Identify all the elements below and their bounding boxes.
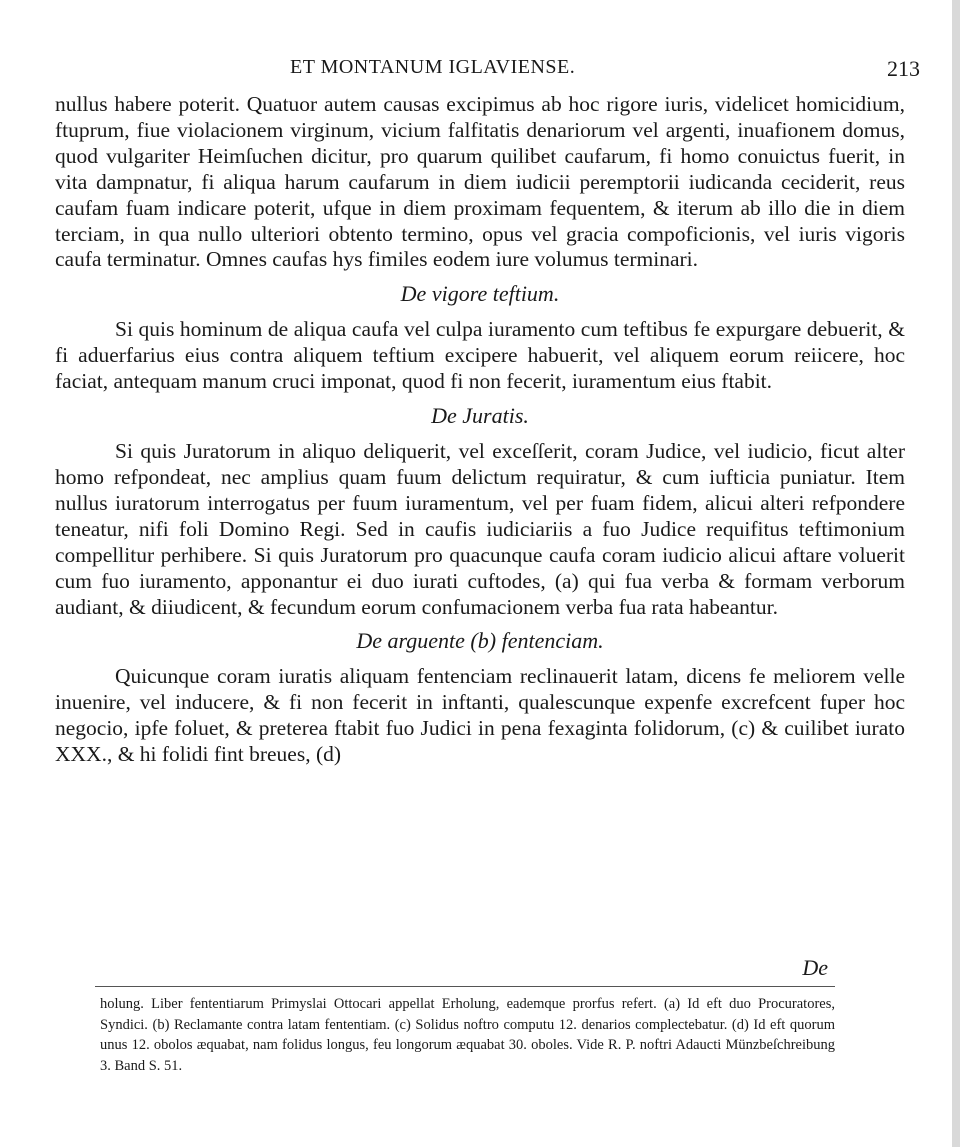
catchword: De [802, 955, 828, 980]
body-text [55, 92, 905, 768]
section-heading-juratis: De Juratis. [431, 403, 529, 429]
scan-edge [952, 0, 960, 1147]
page-number: 213 [887, 56, 920, 81]
section-text-arguente: Quicunque coram iuratis aliquam fentenciam reclinauerit latam, dicens fe meliorem velle inuenire, vel inducere, & fi non fecerit in inftanti, qualescunque expenfe excrefcent fuper hoc negocio, ipfe foluet, & preterea ftabit fuo Judici in pena fexaginta folidorum, (c) & cuilibet iurato XXX., & hi folidi fint breues, (d) [55, 664, 905, 767]
running-head: ET MONTANUM IGLAVIENSE. [290, 56, 576, 78]
footnote-divider [95, 986, 835, 987]
paragraph-opening: nullus habere poterit. Quatuor autem causas excipimus ab hoc rigore iuris, videlicet homicidium, ftuprum, fiue violacionem virginum, vicium falfitatis denariorum vel argenti, inuafionem domus, quod vulgariter Heimſuchen dicitur, pro quarum quilibet caufarum, fi homo conuictus fuerit, in vita dampnatur, fi aliqua harum caufarum in diem iudicii peremptorii iudicanda ceciderit, reus caufam fuam indicare poterit, ufque in diem proximam fequentem, & iterum ab illo die in diem terciam, in qua nullo ulteriori obtento termino, opus vel gracia compoficionis, vel iuris vigoris caufa terminatur. Omnes caufas hys fimiles eodem iure volumus terminari. [55, 92, 905, 272]
footnotes [100, 994, 835, 1076]
section-heading-arguente: De arguente (b) fentenciam. [356, 628, 604, 654]
section-heading-vigore-testium: De vigore teftium. [400, 281, 560, 307]
page-header [100, 48, 920, 88]
footnote-text: holung. Liber fententiarum Primyslai Ottocari appellat Erholung, eademque prorfus refert. (a) Id eft duo Procuratores, Syndici. (b) Reclamante contra latam fententiam. (c) Solidus noftro computu 12. denarios complectebatur. (d) Id eft quorum unus 12. obolos æquabat, nam folidus longus, feu longorum æquabat 30. oboles. Vide R. P. noftri Adaucti Münzbeſchreibung 3. Band S. 51. [100, 996, 835, 1074]
section-text-juratis: Si quis Juratorum in aliquo deliquerit, vel exceſſerit, coram Judice, vel iudicio, ficut alter homo refpondeat, nec amplius quam fuum delictum requiratur, & cum iufticia puniatur. Item nullus iuratorum interrogatus per fuum iuramentum, vel per fuam fidem, alicui alteri refpondere teneatur, nifi foli Domino Regi. Sed in caufis iudiciariis a fuo Judice requifitus teftimonium compellitur perhibere. Si quis Juratorum pro quacunque caufa coram iudicio alicui aftare voluerit cum fuo iuramento, apponantur ei duo iurati cuftodes, (a) qui fua verba & formam verborum audiant, & diiudicent, & fecundum eorum confumacionem verba fua rata habeantur. [55, 439, 905, 619]
section-text-vigore-testium: Si quis hominum de aliqua caufa vel culpa iuramento cum teftibus fe expurgare debuerit, & fi aduerfarius eius contra aliquem teftium excipere habuerit, vel aliquem eorum reiicere, hoc faciat, antequam manum cruci imponat, quod fi non fecerit, iuramentum eius ftabit. [55, 317, 905, 394]
